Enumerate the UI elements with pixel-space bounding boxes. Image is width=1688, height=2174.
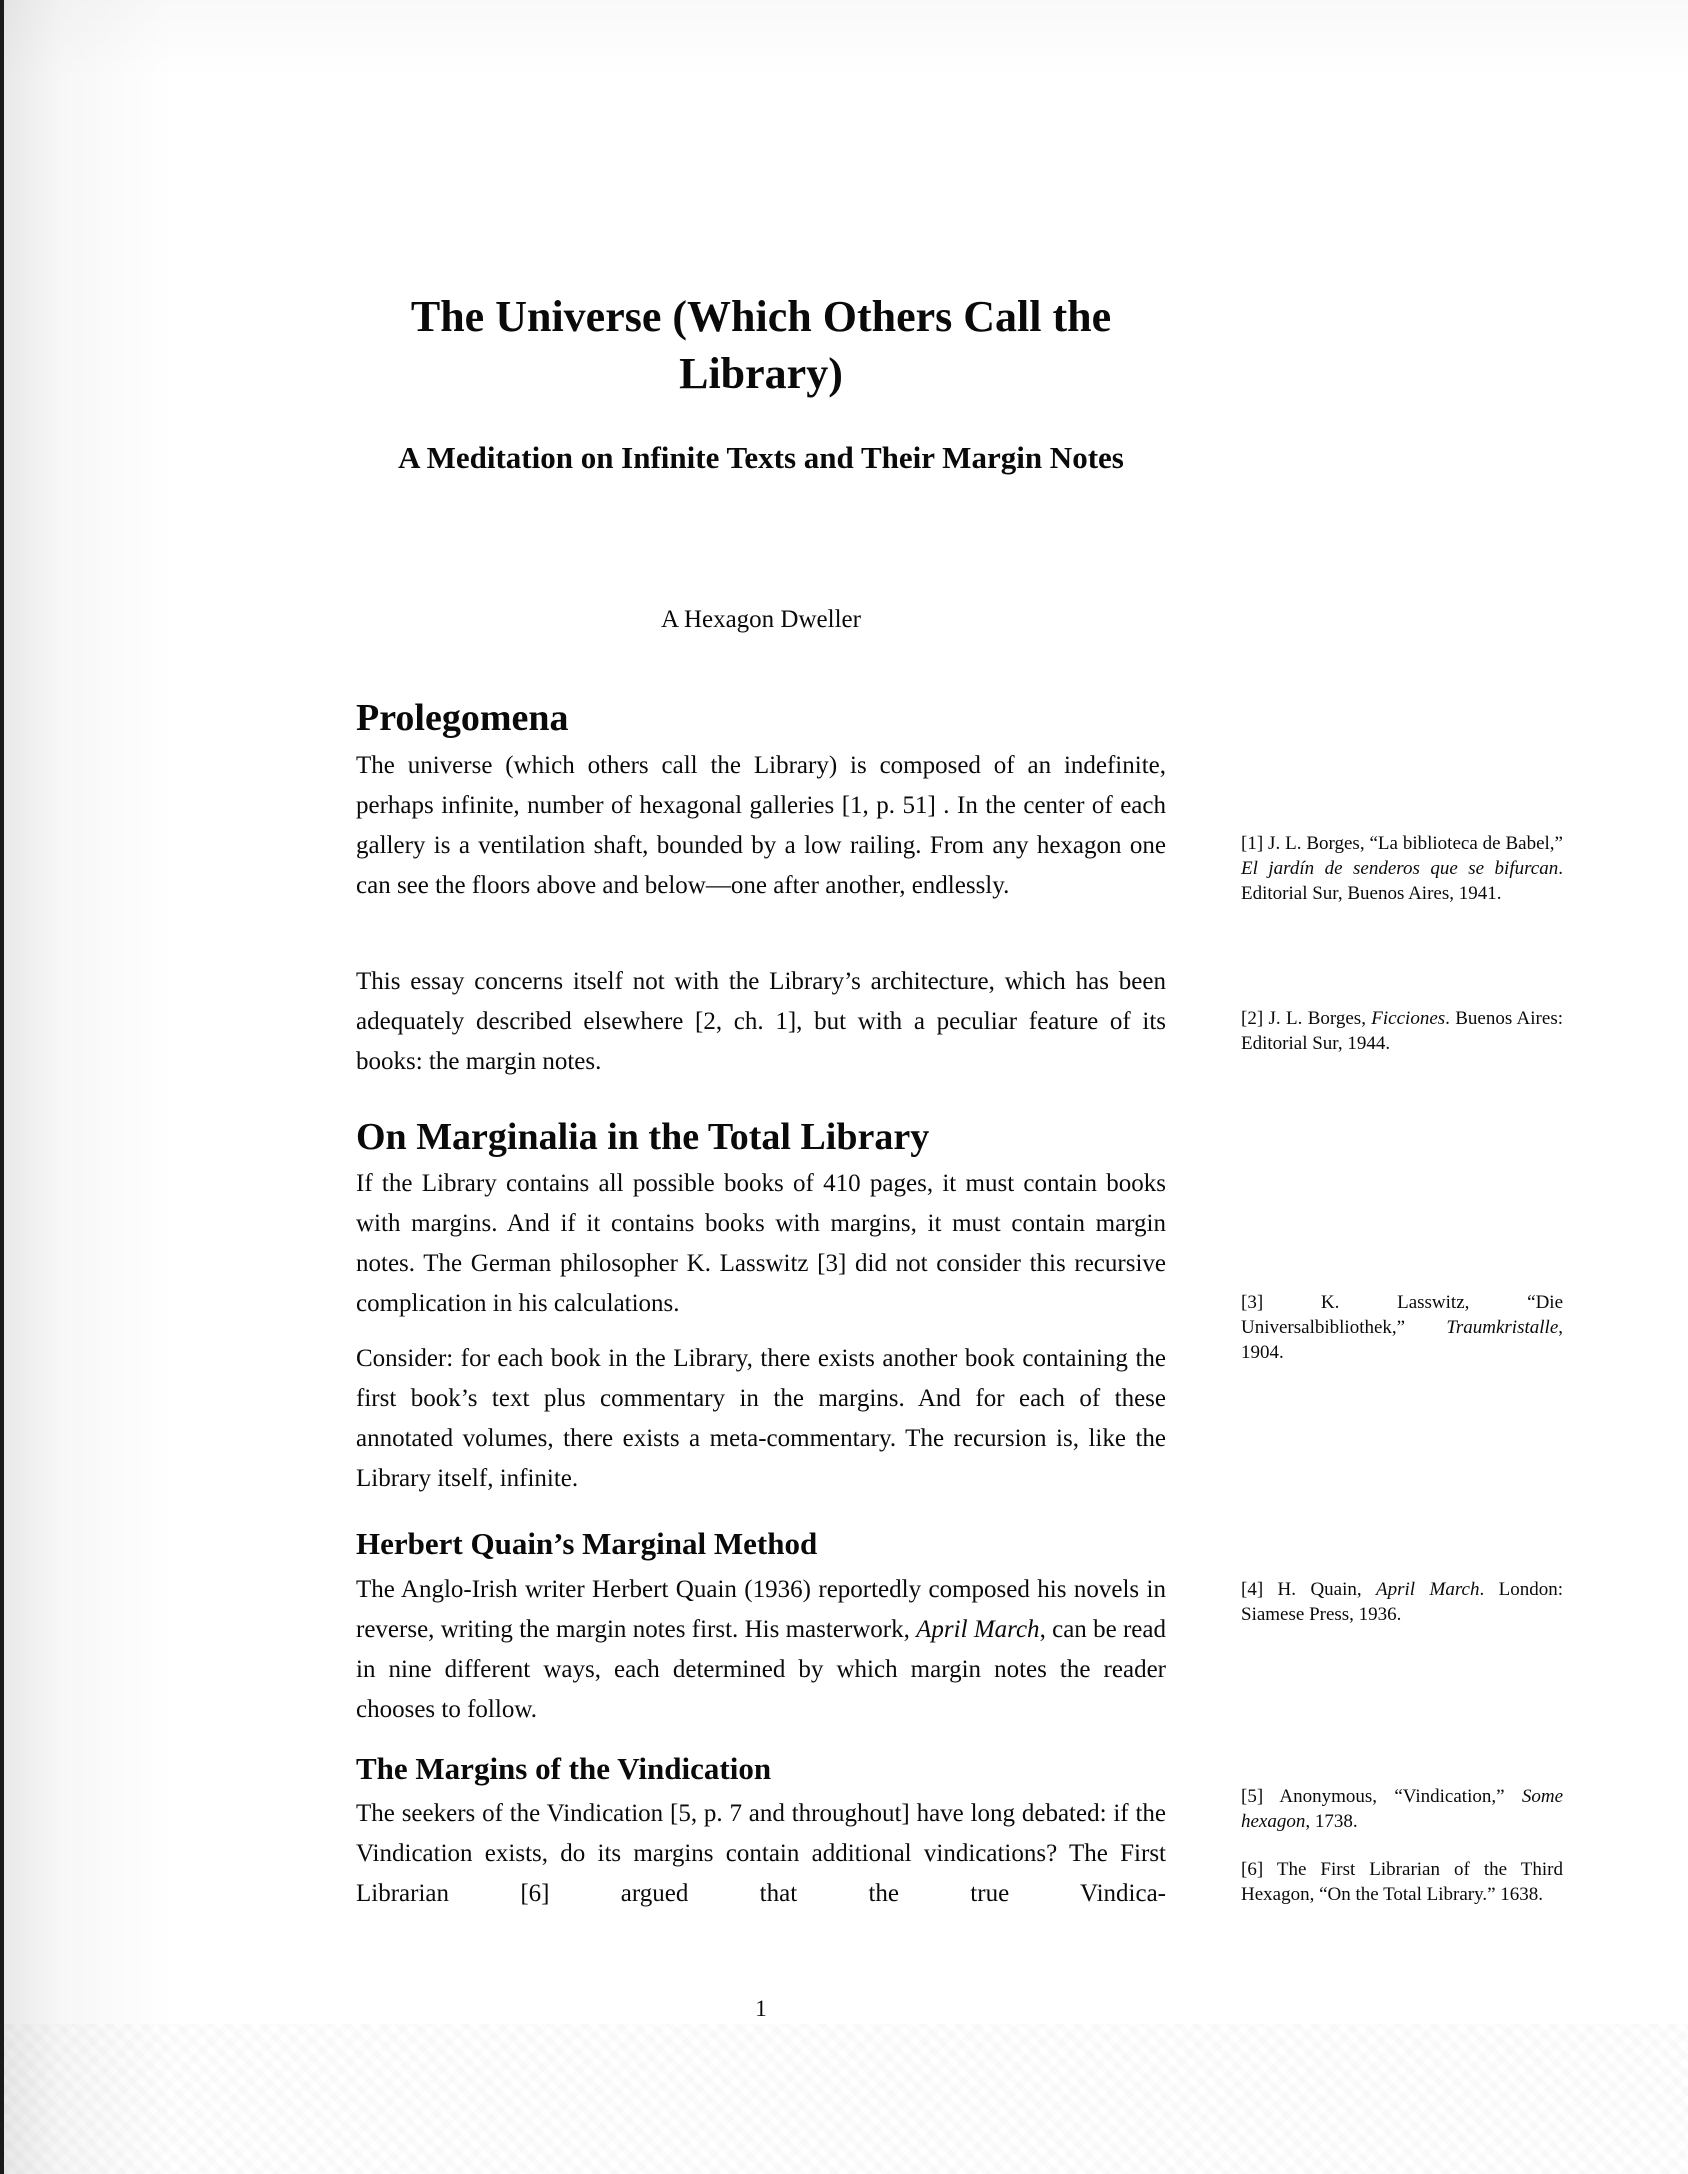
sidenote-4: [4] H. Quain, April March. London: Siamese Press, 1936.	[1241, 1579, 1563, 1625]
sidenote-2: [2] J. L. Borges, Ficciones. Buenos Aires: Editorial Sur, 1944.	[1241, 1008, 1563, 1054]
article-subtitle-text: A Meditation on Infinite Texts and Their Margin Notes	[398, 440, 1124, 475]
article-title-text: The Universe (Which Others Call the Library)	[410, 292, 1112, 398]
page-number: 1	[755, 1996, 767, 2021]
paragraph-prolegomena-1: The universe (which others call the Library) is composed of an indefinite, perhaps infinite, number of hexagonal galleries [1, p. 51] . In the center of each gallery is a ventilation shaft, bounded by a low railing. From any hexagon one can see the floors above and below—one after another, endlessly.	[356, 752, 1166, 899]
sidenote-6: [6] The First Librarian of the Third Hexagon, “On the Total Library.” 1638.	[1241, 1859, 1563, 1905]
section-heading-marginalia: On Marginalia in the Total Library	[356, 1116, 930, 1158]
paragraph-vindication-1: The seekers of the Vindication [5, p. 7 and throughout] have long debated: if the Vindication exists, do its margins contain additional vindications? The First Librarian [6] argued that the true Vindica-	[356, 1800, 1166, 1907]
paper-texture	[0, 2024, 1688, 2174]
paragraph-marginalia-1: If the Library contains all possible books of 410 pages, it must contain books with margins. And if it contains books with margins, it must contain margin notes. The German philosopher K. Lasswitz [3] did not consider this recursive complication in his calculations.	[356, 1170, 1166, 1317]
left-edge-stripe	[0, 0, 4, 2174]
article-author: A Hexagon Dweller	[661, 606, 861, 633]
sidenote-3: [3] K. Lasswitz, “Die Universalbibliothek,” Traumkristalle, 1904.	[1241, 1292, 1563, 1363]
subsection-heading-vindication: The Margins of the Vindication	[356, 1751, 772, 1786]
subsection-heading-quain: Herbert Quain’s Marginal Method	[356, 1526, 818, 1561]
section-heading-prolegomena: Prolegomena	[356, 697, 569, 739]
article-title	[356, 288, 1166, 402]
paragraph-quain-1: The Anglo-Irish writer Herbert Quain (1936) reportedly composed his novels in reverse, writing the margin notes first. His masterwork, April March, can be read in nine different ways, each determined by which margin notes the reader chooses to follow.	[356, 1576, 1166, 1723]
paragraph-prolegomena-2: This essay concerns itself not with the Library’s architecture, which has been adequately described elsewhere [2, ch. 1], but with a peculiar feature of its books: the margin notes.	[356, 968, 1166, 1075]
sidenote-5: [5] Anonymous, “Vindication,” Some hexagon, 1738.	[1241, 1786, 1563, 1832]
paragraph-marginalia-2: Consider: for each book in the Library, there exists another book containing the first book’s text plus commentary in the margins. And for each of these annotated volumes, there exists a meta-commentary. The recursion is, like the Library itself, infinite.	[356, 1345, 1166, 1492]
article-subtitle	[356, 434, 1166, 481]
sidenote-1: [1] J. L. Borges, “La biblioteca de Babel,” El jardín de senderos que se bifurcan. Editorial Sur, Buenos Aires, 1941.	[1241, 833, 1563, 904]
